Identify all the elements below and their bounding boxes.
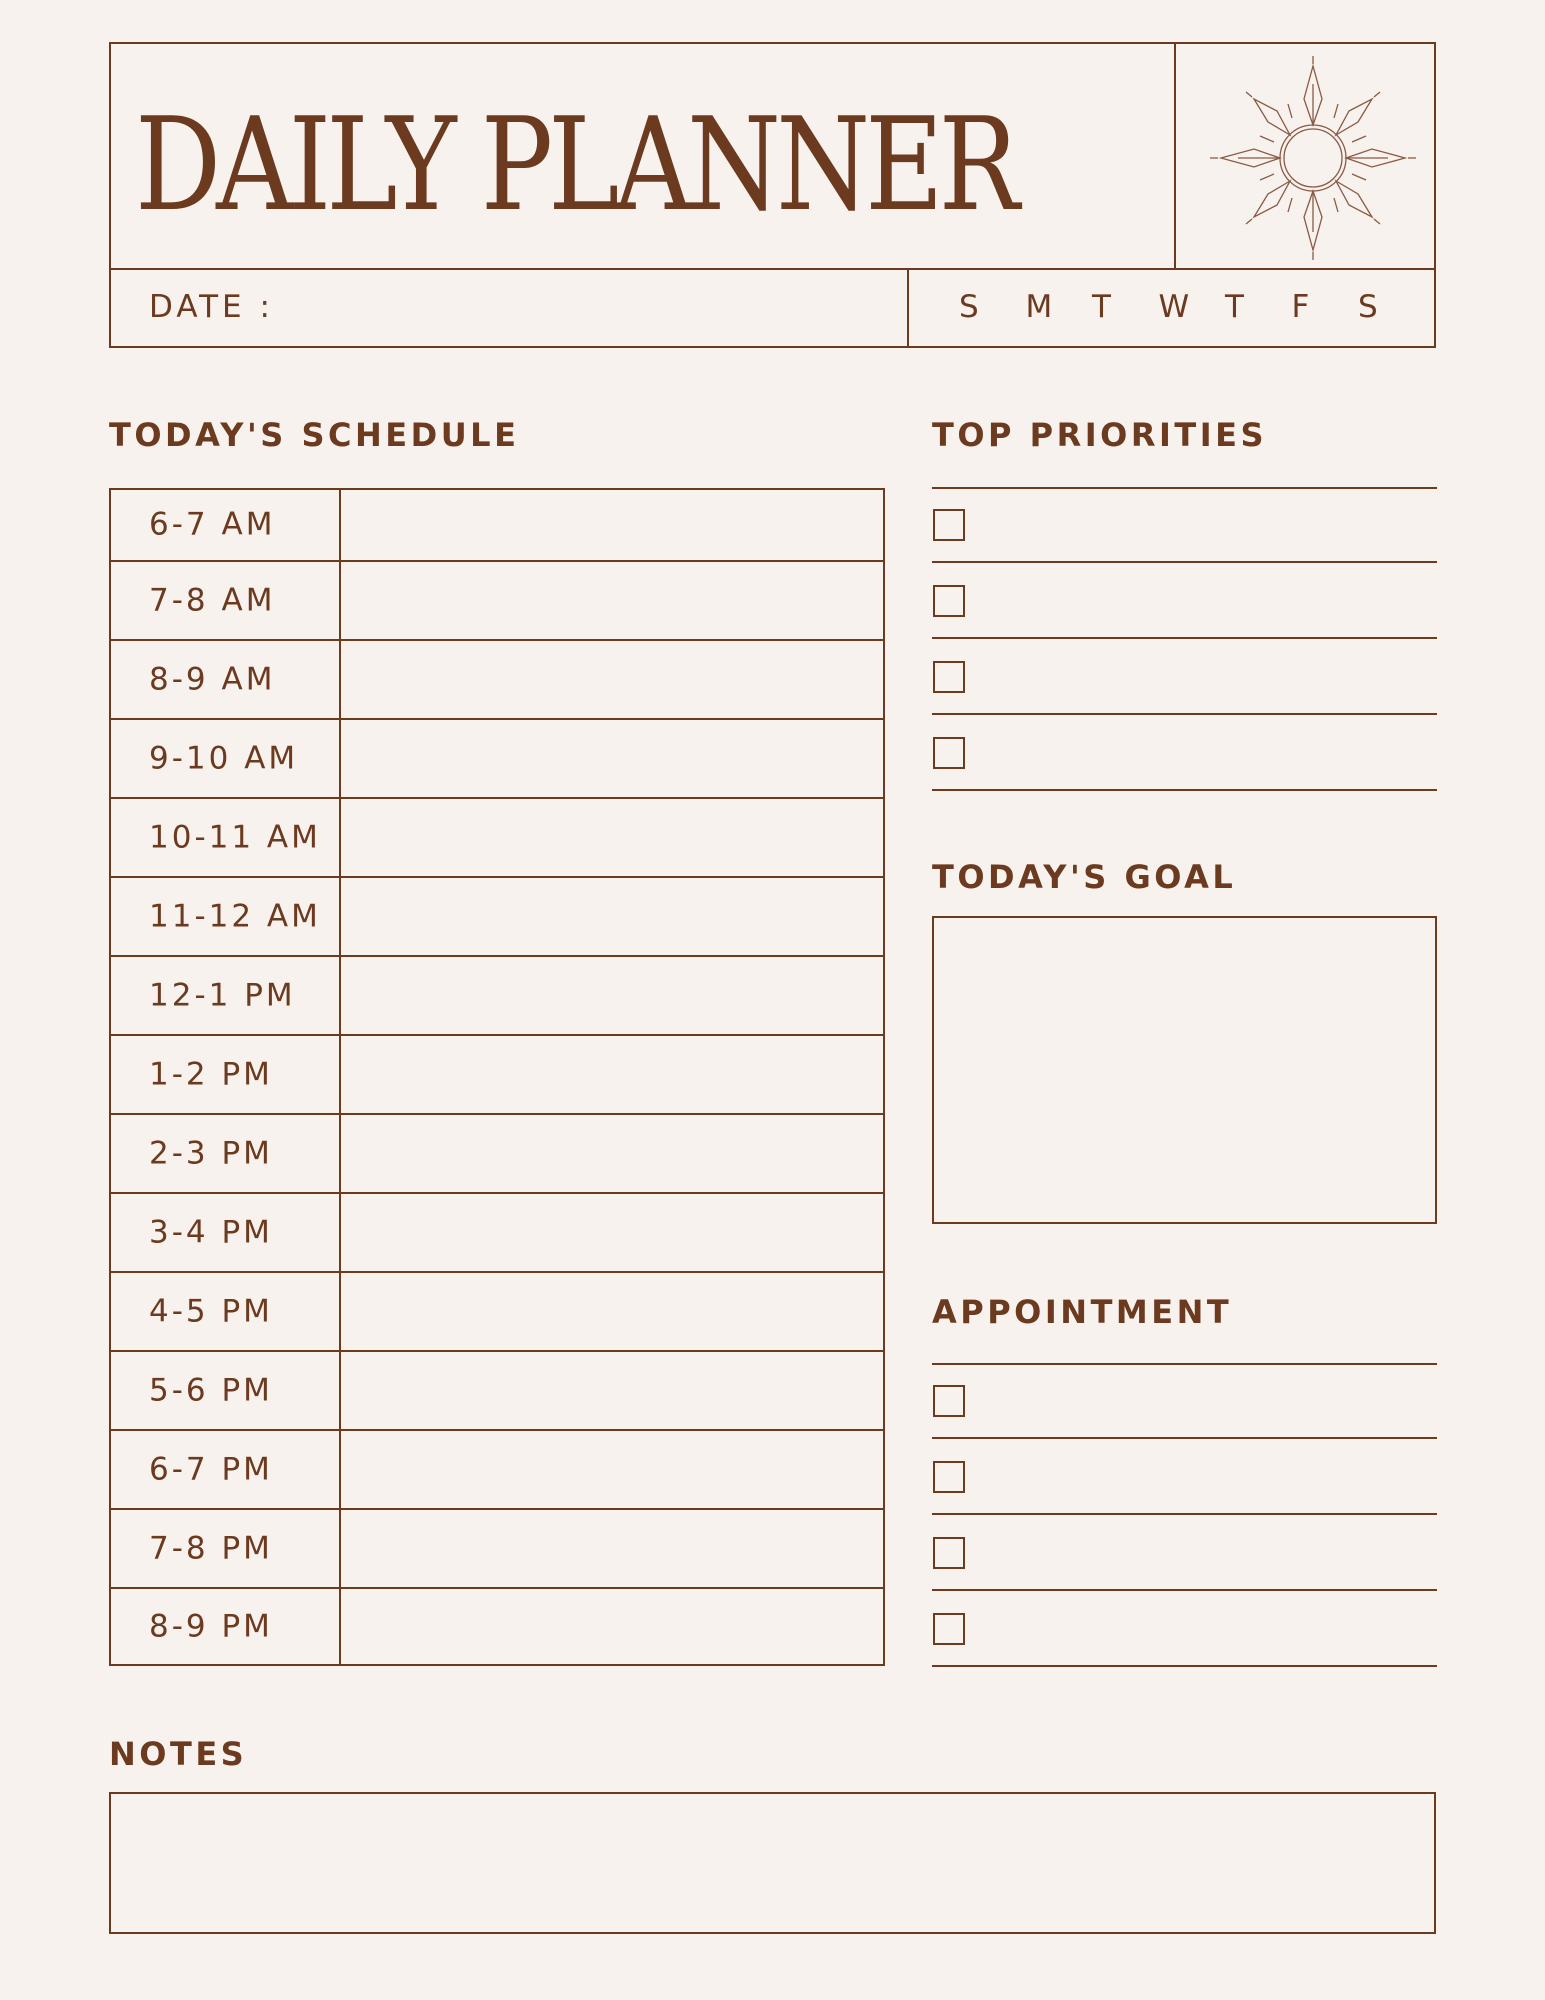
schedule-time-label: 9-10 AM (149, 740, 299, 776)
schedule-time-label: 7-8 AM (149, 582, 276, 618)
schedule-time-cell (111, 641, 341, 718)
schedule-time-label: 6-7 PM (149, 1451, 273, 1487)
goal-heading: TODAY'S GOAL (932, 858, 1237, 896)
schedule-time-label: 8-9 PM (149, 1608, 273, 1644)
schedule-entry-field[interactable] (341, 1352, 883, 1429)
weekday-row (959, 289, 1425, 325)
priority-checkbox[interactable] (933, 737, 965, 769)
schedule-row[interactable] (111, 720, 883, 799)
schedule-time-label: 1-2 PM (149, 1056, 273, 1092)
schedule-entry-field[interactable] (341, 1510, 883, 1587)
planner-header (109, 42, 1436, 348)
page-title: DAILY PLANNER (135, 91, 1015, 240)
priorities-list (932, 487, 1437, 793)
schedule-time-cell (111, 562, 341, 639)
schedule-row[interactable] (111, 1194, 883, 1273)
priority-row[interactable] (932, 563, 1437, 639)
appointment-row[interactable] (932, 1363, 1437, 1439)
schedule-row[interactable] (111, 878, 883, 957)
appointment-row[interactable] (932, 1439, 1437, 1515)
priority-checkbox[interactable] (933, 509, 965, 541)
notes-heading: NOTES (109, 1735, 248, 1773)
schedule-time-label: 8-9 AM (149, 661, 276, 697)
schedule-time-cell (111, 799, 341, 876)
schedule-row[interactable] (111, 1431, 883, 1510)
schedule-time-label: 11-12 AM (149, 898, 321, 934)
schedule-time-label: 2-3 PM (149, 1135, 273, 1171)
weekday-4[interactable]: T (1225, 289, 1244, 325)
schedule-row[interactable] (111, 957, 883, 1036)
schedule-time-cell (111, 1036, 341, 1113)
weekday-3[interactable]: W (1158, 289, 1190, 325)
schedule-row[interactable] (111, 1352, 883, 1431)
schedule-row[interactable] (111, 799, 883, 878)
schedule-time-label: 12-1 PM (149, 977, 296, 1013)
schedule-entry-field[interactable] (341, 720, 883, 797)
priority-row[interactable] (932, 715, 1437, 791)
schedule-time-label: 5-6 PM (149, 1372, 273, 1408)
schedule-time-cell (111, 490, 341, 560)
schedule-time-cell (111, 1115, 341, 1192)
schedule-entry-field[interactable] (341, 641, 883, 718)
schedule-time-label: 7-8 PM (149, 1530, 273, 1566)
schedule-entry-field[interactable] (341, 957, 883, 1034)
appointment-row[interactable] (932, 1591, 1437, 1667)
schedule-row[interactable] (111, 1115, 883, 1194)
schedule-time-cell (111, 1431, 341, 1508)
appointment-checkbox[interactable] (933, 1613, 965, 1645)
appointment-row[interactable] (932, 1515, 1437, 1591)
schedule-time-cell (111, 1194, 341, 1271)
priorities-heading: TOP PRIORITIES (932, 416, 1268, 454)
schedule-row[interactable] (111, 1036, 883, 1115)
appointment-list (932, 1363, 1437, 1667)
priority-checkbox[interactable] (933, 661, 965, 693)
schedule-time-label: 4-5 PM (149, 1293, 273, 1329)
priority-row[interactable] (932, 639, 1437, 715)
ornament-cell (1176, 44, 1434, 270)
weekday-6[interactable]: S (1358, 289, 1378, 325)
goal-box[interactable] (932, 916, 1437, 1224)
schedule-table (109, 488, 885, 1666)
weekday-2[interactable]: T (1092, 289, 1111, 325)
appointment-checkbox[interactable] (933, 1385, 965, 1417)
schedule-entry-field[interactable] (341, 799, 883, 876)
schedule-entry-field[interactable] (341, 562, 883, 639)
schedule-row[interactable] (111, 490, 883, 562)
schedule-time-cell (111, 720, 341, 797)
schedule-time-cell (111, 878, 341, 955)
priority-checkbox[interactable] (933, 585, 965, 617)
priority-row[interactable] (932, 487, 1437, 563)
weekday-5[interactable]: F (1291, 289, 1310, 325)
appointment-heading: APPOINTMENT (932, 1293, 1233, 1331)
schedule-row[interactable] (111, 641, 883, 720)
schedule-time-label: 6-7 AM (149, 506, 276, 543)
schedule-entry-field[interactable] (341, 1115, 883, 1192)
weekday-0[interactable]: S (959, 289, 979, 325)
date-field[interactable] (111, 270, 909, 346)
schedule-row[interactable] (111, 1589, 883, 1664)
schedule-time-cell (111, 1273, 341, 1350)
schedule-entry-field[interactable] (341, 1273, 883, 1350)
notes-box[interactable] (109, 1792, 1436, 1934)
schedule-entry-field[interactable] (341, 490, 883, 560)
schedule-entry-field[interactable] (341, 1194, 883, 1271)
weekday-selector (909, 270, 1434, 346)
sun-icon (1176, 44, 1434, 268)
weekday-1[interactable]: M (1025, 289, 1053, 325)
title-cell (111, 44, 1176, 270)
schedule-row[interactable] (111, 562, 883, 641)
schedule-entry-field[interactable] (341, 1036, 883, 1113)
schedule-time-cell (111, 1589, 341, 1664)
schedule-time-cell (111, 1352, 341, 1429)
date-label: DATE : (149, 289, 274, 325)
appointment-checkbox[interactable] (933, 1537, 965, 1569)
schedule-entry-field[interactable] (341, 878, 883, 955)
schedule-time-label: 10-11 AM (149, 819, 321, 855)
appointment-checkbox[interactable] (933, 1461, 965, 1493)
schedule-time-cell (111, 1510, 341, 1587)
schedule-row[interactable] (111, 1510, 883, 1589)
schedule-time-cell (111, 957, 341, 1034)
schedule-heading: TODAY'S SCHEDULE (109, 416, 520, 454)
schedule-time-label: 3-4 PM (149, 1214, 273, 1250)
schedule-entry-field[interactable] (341, 1431, 883, 1508)
schedule-row[interactable] (111, 1273, 883, 1352)
schedule-entry-field[interactable] (341, 1589, 883, 1664)
